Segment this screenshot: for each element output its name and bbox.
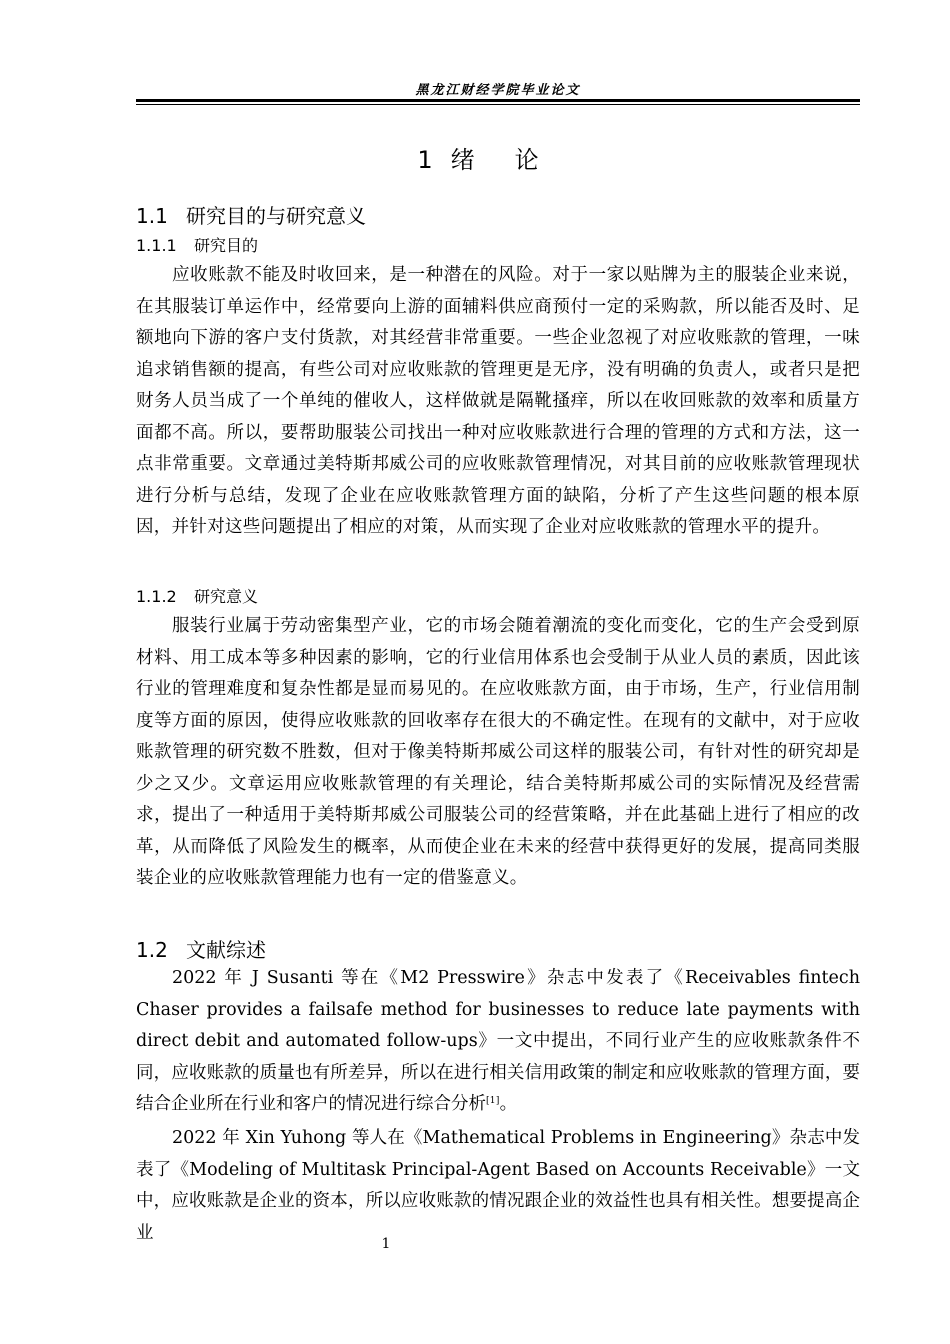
section-heading [136, 200, 366, 229]
paragraph-literature-2 [136, 1123, 860, 1249]
paragraph-research-significance: 服装行业属于劳动密集型产业，它的市场会随着潮流的变化而变化，它的生产会受到原材料、用工成本等多种因素的影响，它的行业信用体系也会受制于从业人员的素质，因此该行业的管理难度和复杂性都是显而易见的。在应收账款方面，由于市场，生产，行业信用制度等方面的原因，使得应收账款的回收率存在很大的不确定性。在现有的文献中，对于应收账款管理的研究数不胜数，但对于像美特斯邦威公司这样的服装公司，有针对性的研究却是少之又少。文章运用应收账款管理的有关理论，结合美特斯邦威公司的实际情况及经营需求，提出了一种适用于美特斯邦威公司服装公司的经营策略，并在此基础上进行了相应的改革，从而降低了风险发生的概率，从而使企业在未来的经营中获得更好的发展，提高同类服装企业的应收账款管理能力也有一定的借鉴意义。 [136, 616, 860, 888]
chapter-name: 绪论 [450, 146, 579, 174]
citation-marker: [1] [486, 1096, 500, 1106]
section-title: 研究目的与研究意义 [186, 204, 366, 228]
section-number: 1.2 [136, 938, 168, 962]
subsection-number: 1.1.2 [136, 587, 177, 606]
section-heading [136, 934, 266, 963]
section-title: 文献综述 [186, 938, 266, 962]
paragraph-text: 2022 年 J Susanti 等在《M2 Presswire》杂志中发表了《Receivables fintech Chaser provides a failsafe method for businesses to reduce late payments with direct debit and automated follow-ups》一文中提出，不同行业产生的应收账款条件不同，应收账款的质量也有所差异，所以在进行相关信用政策的制定和应收账款的管理方面，要结合企业所在行业和客户的情况进行综合分析 [136, 968, 860, 1114]
running-header: 黑龙江财经学院毕业论文 [415, 83, 581, 98]
chapter-number: 1 [417, 146, 433, 174]
page-number: 1 [381, 1236, 391, 1252]
paragraph-research-purpose: 应收账款不能及时收回来，是一种潜在的风险。对于一家以贴牌为主的服装企业来说，在其服装订单运作中，经常要向上游的面辅料供应商预付一定的采购款，所以能否及时、足额地向下游的客户支付货款，对其经营非常重要。一些企业忽视了对应收账款的管理，一味追求销售额的提高，有些公司对应收账款的管理更是无序，没有明确的负责人，或者只是把财务人员当成了一个单纯的催收人，这样做就是隔靴搔痒，所以在收回账款的效率和质量方面都不高。所以，要帮助服装公司找出一种对应收账款进行合理的管理的方式和方法，这一点非常重要。文章通过美特斯邦威公司的应收账款管理情况，对其目前的应收账款管理现状进行分析与总结，发现了企业在应收账款管理方面的缺陷，分析了产生这些问题的根本原因，并针对这些问题提出了相应的对策，从而实现了企业对应收账款的管理水平的提升。 [136, 265, 860, 537]
header-rule-thin [136, 104, 860, 105]
paragraph-literature-1 [136, 963, 860, 1121]
subsection-heading [136, 584, 258, 607]
chapter-title [136, 140, 860, 175]
subsection-heading [136, 233, 258, 256]
header-rule-thick [136, 99, 860, 102]
paragraph-text: 2022 年 Xin Yuhong 等人在《Mathematical Problems in Engineering》杂志中发表了《Modeling of Multitask Principal-Agent Based on Accounts Receivable》一文中，应收账款是企业的资本，所以应收账款的情况跟企业的效益性也具有相关性。想要提高企业 [136, 1128, 860, 1243]
subsection-title: 研究意义 [194, 587, 259, 606]
subsection-title: 研究目的 [194, 236, 259, 255]
section-number: 1.1 [136, 204, 168, 228]
paragraph-end: 。 [499, 1094, 518, 1114]
subsection-number: 1.1.1 [136, 236, 177, 255]
